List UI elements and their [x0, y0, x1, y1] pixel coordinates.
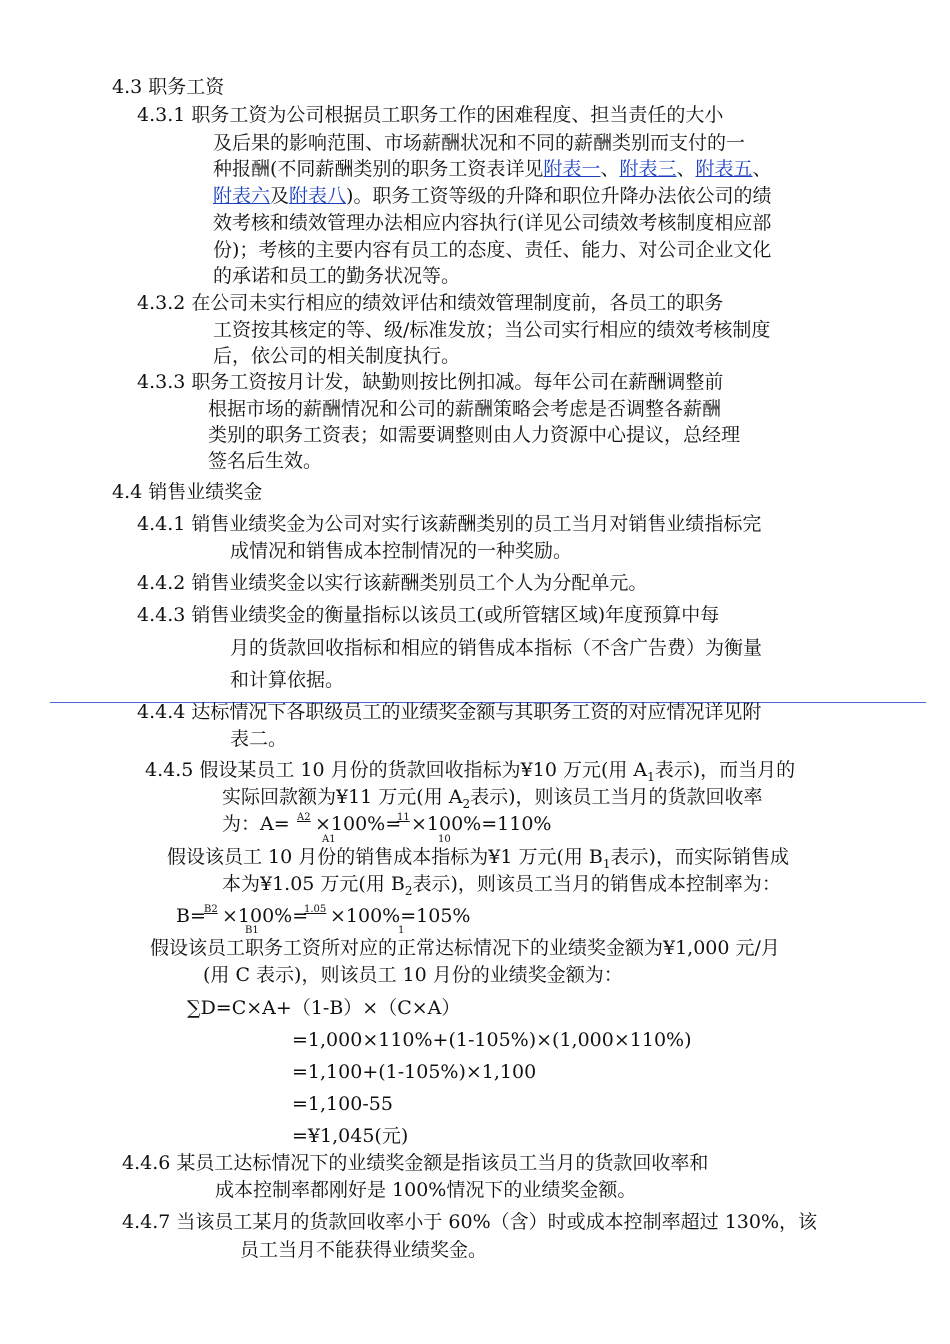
formula-a-part1: 为：A= — [222, 813, 290, 835]
formula-b-part2: ×100%= — [222, 905, 309, 927]
formula-a-part3: ×100%=110% — [411, 813, 552, 835]
link-appendix-6[interactable]: 附表六 — [213, 185, 271, 207]
fraction-b-numerator: 11 — [397, 812, 410, 823]
fraction-d-numerator: 1.05 — [304, 904, 327, 915]
formula-b-part1: B= — [176, 905, 206, 927]
text: 表示)，则该员工当月的销售成本控制率为： — [412, 873, 781, 895]
text: 表示)，则该员工当月的货款回收率 — [470, 786, 763, 808]
fraction-b-denominator: 10 — [438, 834, 451, 845]
link-appendix-1[interactable]: 附表一 — [543, 158, 601, 180]
fraction-d-denominator: 1 — [398, 925, 405, 936]
para-4-4-5-line5 — [222, 872, 781, 898]
subscript: 2 — [462, 797, 471, 811]
separator: 、 — [676, 158, 696, 180]
section-heading-4-4: 4.4 销售业绩奖金 — [112, 481, 263, 503]
formula-d-line4: =1,100-55 — [292, 1093, 393, 1115]
separator: 、 — [600, 158, 620, 180]
text: )。职务工资等级的升降和职位升降办法依公司的绩 — [346, 185, 772, 207]
text: 表示)，而当月的 — [654, 759, 796, 781]
para-4-3-2-line3: 后，依公司的相关制度执行。 — [213, 345, 461, 367]
formula-a-part2: ×100%= — [315, 813, 402, 835]
para-4-3-2-line1: 4.3.2 在公司未实行相应的绩效评估和绩效管理制度前，各员工的职务 — [137, 292, 724, 314]
text: 表示)，而实际销售成 — [610, 846, 789, 868]
para-4-3-3-line3: 类别的职务工资表；如需要调整则由人力资源中心提议，总经理 — [208, 424, 741, 446]
fraction-a-numerator: A2 — [297, 812, 311, 823]
link-appendix-8[interactable]: 附表八 — [289, 185, 347, 207]
para-4-4-2-line1: 4.4.2 销售业绩奖金以实行该薪酬类别员工个人为分配单元。 — [137, 572, 648, 594]
formula-d-line5: =¥1,045(元) — [292, 1125, 409, 1147]
fraction-a-denominator: A1 — [322, 834, 336, 845]
para-4-3-1-line4 — [213, 184, 771, 208]
para-4-4-6-line2: 成本控制率都刚好是 100%情况下的业绩奖金额。 — [215, 1179, 637, 1201]
para-4-3-2-line2: 工资按其核定的等、级/标准发放；当公司实行相应的绩效考核制度 — [213, 319, 771, 341]
para-4-4-3-line2: 月的货款回收指标和相应的销售成本指标（不含广告费）为衡量 — [230, 637, 763, 659]
text: 本为¥1.05 万元(用 B — [222, 873, 405, 895]
text: 实际回款额为¥11 万元(用 A — [222, 786, 463, 808]
para-4-3-3-line4: 签名后生效。 — [208, 450, 323, 472]
para-4-4-5-line2 — [222, 785, 763, 811]
text: 及 — [270, 185, 290, 207]
fraction-c-numerator: B2 — [204, 904, 218, 915]
subscript: 2 — [404, 884, 413, 898]
para-4-3-1-line6: 份)；考核的主要内容有员工的态度、责任、能力、对公司企业文化 — [213, 239, 772, 261]
para-4-3-3-line1: 4.3.3 职务工资按月计发，缺勤则按比例扣减。每年公司在薪酬调整前 — [137, 371, 724, 393]
para-4-3-1-line1: 4.3.1 职务工资为公司根据员工职务工作的困难程度、担当责任的大小 — [137, 104, 724, 126]
text: 假设该员工 10 月份的销售成本指标为¥1 万元(用 B — [167, 846, 603, 868]
para-4-4-5-line7: 假设该员工职务工资所对应的正常达标情况下的业绩奖金额为¥1,000 元/月 — [150, 937, 780, 959]
para-4-4-5-line1 — [145, 758, 795, 784]
para-4-4-7-line1: 4.4.7 当该员工某月的货款回收率小于 60%（含）时或成本控制率超过 130%，该 — [122, 1211, 818, 1233]
fraction-c-denominator: B1 — [245, 925, 259, 936]
para-4-4-4-line1: 4.4.4 达标情况下各职级员工的业绩奖金额与其职务工资的对应情况详见附 — [137, 701, 762, 723]
para-4-3-1-line5: 效考核和绩效管理办法相应内容执行(详见公司绩效考核制度相应部 — [213, 212, 772, 234]
formula-d-line1: ∑D=C×A+（1-B）×（C×A） — [187, 997, 461, 1019]
para-4-4-4-line2: 表二。 — [230, 728, 288, 750]
para-4-3-1-line3 — [213, 157, 772, 181]
para-4-4-1-line1: 4.4.1 销售业绩奖金为公司对实行该薪酬类别的员工当月对销售业绩指标完 — [137, 513, 762, 535]
formula-d-line3: =1,100+(1-105%)×1,100 — [292, 1061, 537, 1083]
para-4-3-3-line2: 根据市场的薪酬情况和公司的薪酬策略会考虑是否调整各薪酬 — [208, 398, 722, 420]
subscript: 1 — [602, 857, 611, 871]
para-4-4-6-line1: 4.4.6 某员工达标情况下的业绩奖金额是指该员工当月的货款回收率和 — [122, 1152, 709, 1174]
separator: 、 — [752, 158, 772, 180]
para-4-4-5-line8: (用 C 表示)，则该员工 10 月份的业绩奖金额为： — [203, 964, 623, 986]
para-4-4-3-line3: 和计算依据。 — [230, 669, 345, 691]
para-4-4-5-line4 — [167, 845, 789, 871]
para-4-4-1-line2: 成情况和销售成本控制情况的一种奖励。 — [230, 540, 573, 562]
para-4-3-1-line2: 及后果的影响范围、市场薪酬状况和不同的薪酬类别而支付的一 — [213, 132, 746, 154]
para-4-3-1-line7: 的承诺和员工的勤务状况等。 — [213, 265, 461, 287]
formula-b-part3: ×100%=105% — [330, 905, 471, 927]
para-4-4-7-line2: 员工当月不能获得业绩奖金。 — [240, 1239, 488, 1261]
section-heading-4-3: 4.3 职务工资 — [112, 76, 225, 98]
subscript: 1 — [647, 770, 655, 784]
text: 4.4.5 假设某员工 10 月份的货款回收指标为¥10 万元(用 A — [145, 759, 648, 781]
para-4-4-3-line1: 4.4.3 销售业绩奖金的衡量指标以该员工(或所管辖区域)年度预算中每 — [137, 604, 720, 626]
text: 种报酬(不同薪酬类别的职务工资表详见 — [213, 158, 544, 180]
formula-d-line2: =1,000×110%+(1-105%)×(1,000×110%) — [292, 1029, 692, 1051]
link-appendix-3[interactable]: 附表三 — [619, 158, 677, 180]
link-appendix-5[interactable]: 附表五 — [695, 158, 753, 180]
